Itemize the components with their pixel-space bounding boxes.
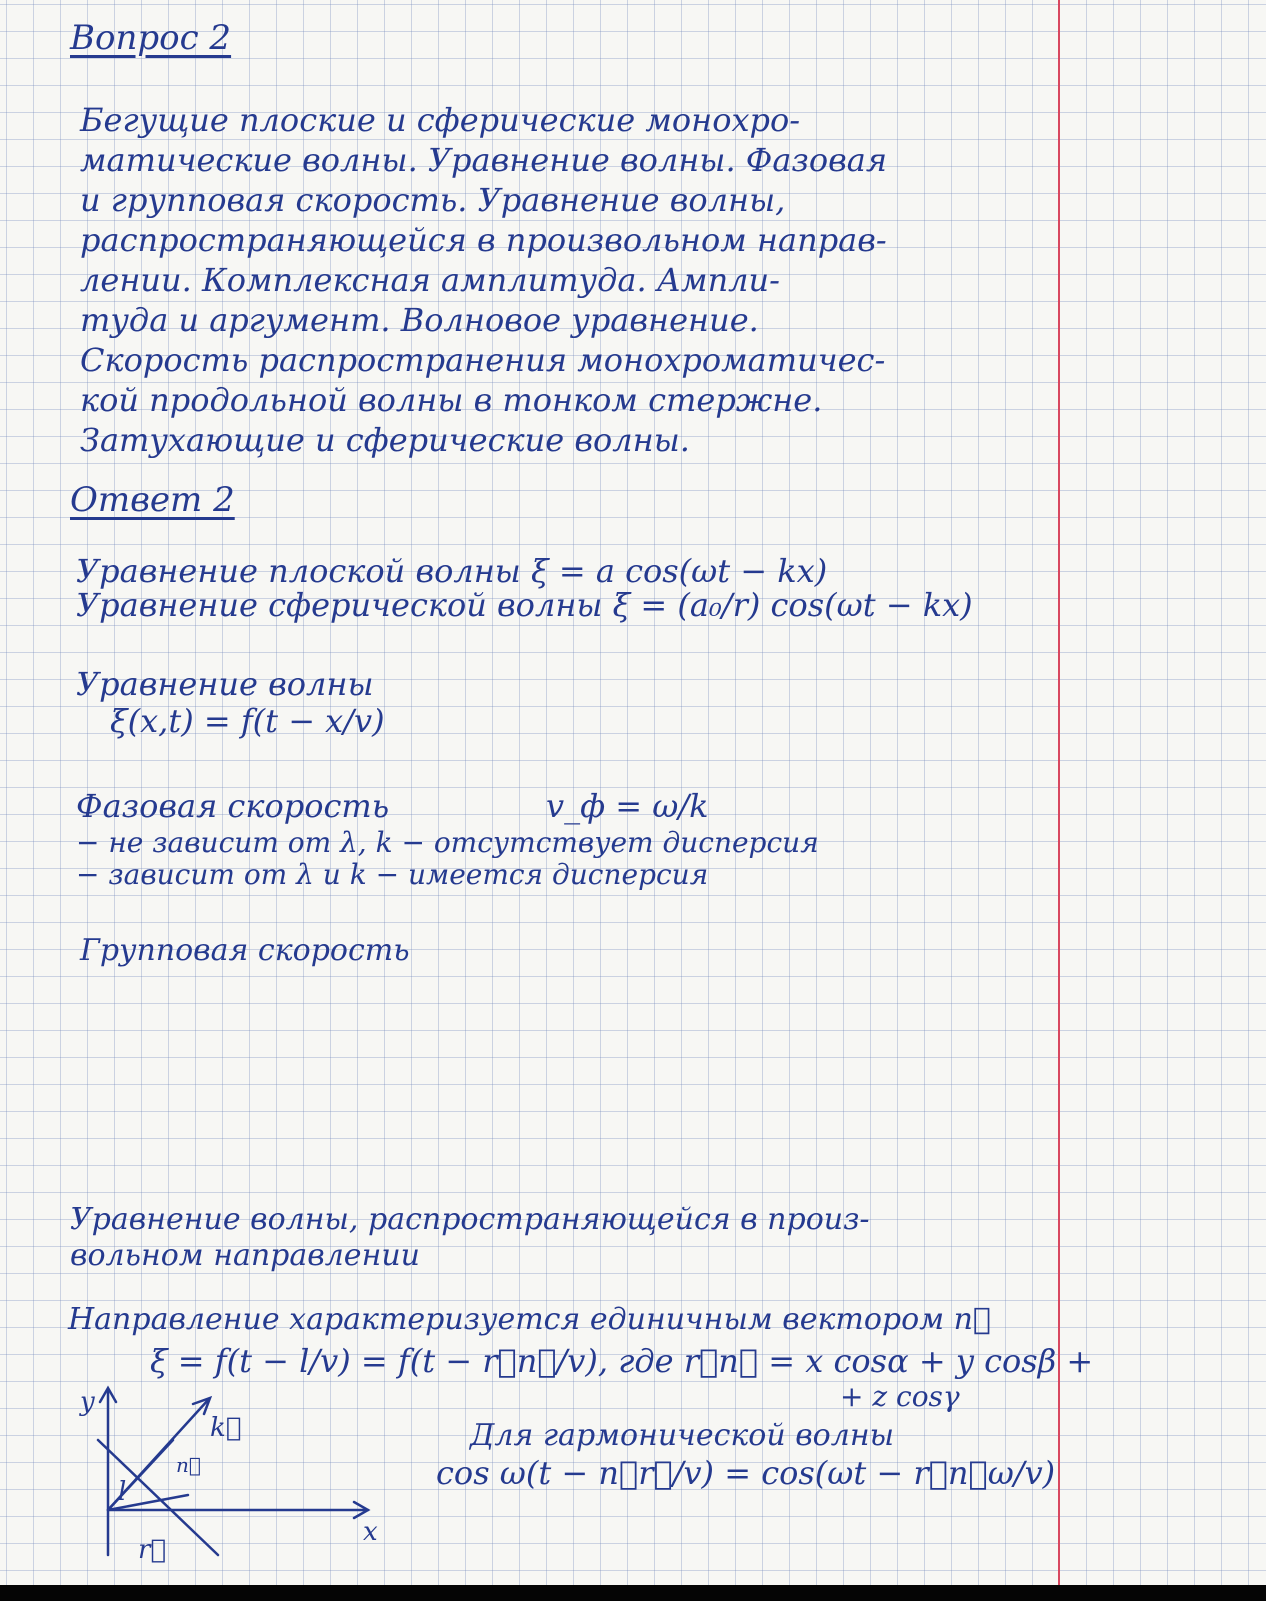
phase-velocity-note: − не зависит от λ, k − отсутствует дисперсия: [76, 826, 819, 859]
phase-velocity-note: − зависит от λ и k − имеется дисперсия: [76, 858, 709, 891]
y-axis-label: y: [80, 1387, 95, 1417]
l-label: l: [118, 1477, 127, 1507]
direction-equation: ξ = f(t − l/v) = f(t − r⃗n⃗/v), где r⃗n⃗ = x cosα + y cosβ +: [150, 1342, 1094, 1380]
question-line: лении. Комплексная амплитуда. Ампли-: [80, 261, 780, 299]
question-line: матические волны. Уравнение волны. Фазовая: [80, 141, 888, 179]
phase-velocity-formula: v_ф = ω/k: [546, 787, 709, 825]
x-axis-label: x: [363, 1517, 378, 1547]
question-line: распространяющейся в произвольном направ-: [80, 221, 887, 259]
r-vector-label: r⃗: [138, 1535, 167, 1565]
question-line: кой продольной волны в тонком стержне.: [80, 381, 823, 419]
question-line: Затухающие и сферические волны.: [80, 421, 690, 459]
question-line: Бегущие плоские и сферические монохро-: [80, 101, 801, 139]
harmonic-wave-label: Для гармонической волны: [470, 1418, 895, 1453]
spherical-wave-equation: Уравнение сферической волны ξ = (a₀/r) cos(ωt − kx): [76, 586, 973, 624]
direction-equation-continuation: + z cosγ: [840, 1380, 960, 1413]
question-line: Скорость распространения монохроматичес-: [80, 341, 886, 379]
k-vector-label: k⃗: [210, 1413, 242, 1443]
answer-title: Ответ 2: [70, 480, 235, 520]
question-text: [80, 100, 887, 460]
scan-bottom-edge: [0, 1585, 1266, 1601]
direction-text: Направление характеризуется единичным вектором n⃗: [68, 1302, 991, 1337]
question-line: туда и аргумент. Волновое уравнение.: [80, 301, 759, 339]
wave-direction-diagram: [78, 1380, 388, 1570]
n-vector-label: n⃗: [176, 1453, 201, 1477]
question-title: Вопрос 2: [70, 18, 232, 58]
arbitrary-direction-line: вольном направлении: [70, 1238, 420, 1273]
wave-equation-label: Уравнение волны: [76, 665, 374, 703]
group-velocity-label: Групповая скорость: [80, 933, 410, 968]
phase-velocity-label: Фазовая скорость: [76, 787, 390, 825]
plane-wave-equation: Уравнение плоской волны ξ = a cos(ωt − kx): [76, 552, 828, 590]
arbitrary-direction-line: Уравнение волны, распространяющейся в произ-: [70, 1202, 870, 1237]
harmonic-wave-equation: cos ω(t − n⃗r⃗/v) = cos(ωt − r⃗n⃗ω/v): [436, 1454, 1056, 1492]
arbitrary-direction-text: [70, 1202, 870, 1274]
wave-equation-formula: ξ(x,t) = f(t − x/v): [110, 702, 385, 740]
question-line: и групповая скорость. Уравнение волны,: [80, 181, 786, 219]
